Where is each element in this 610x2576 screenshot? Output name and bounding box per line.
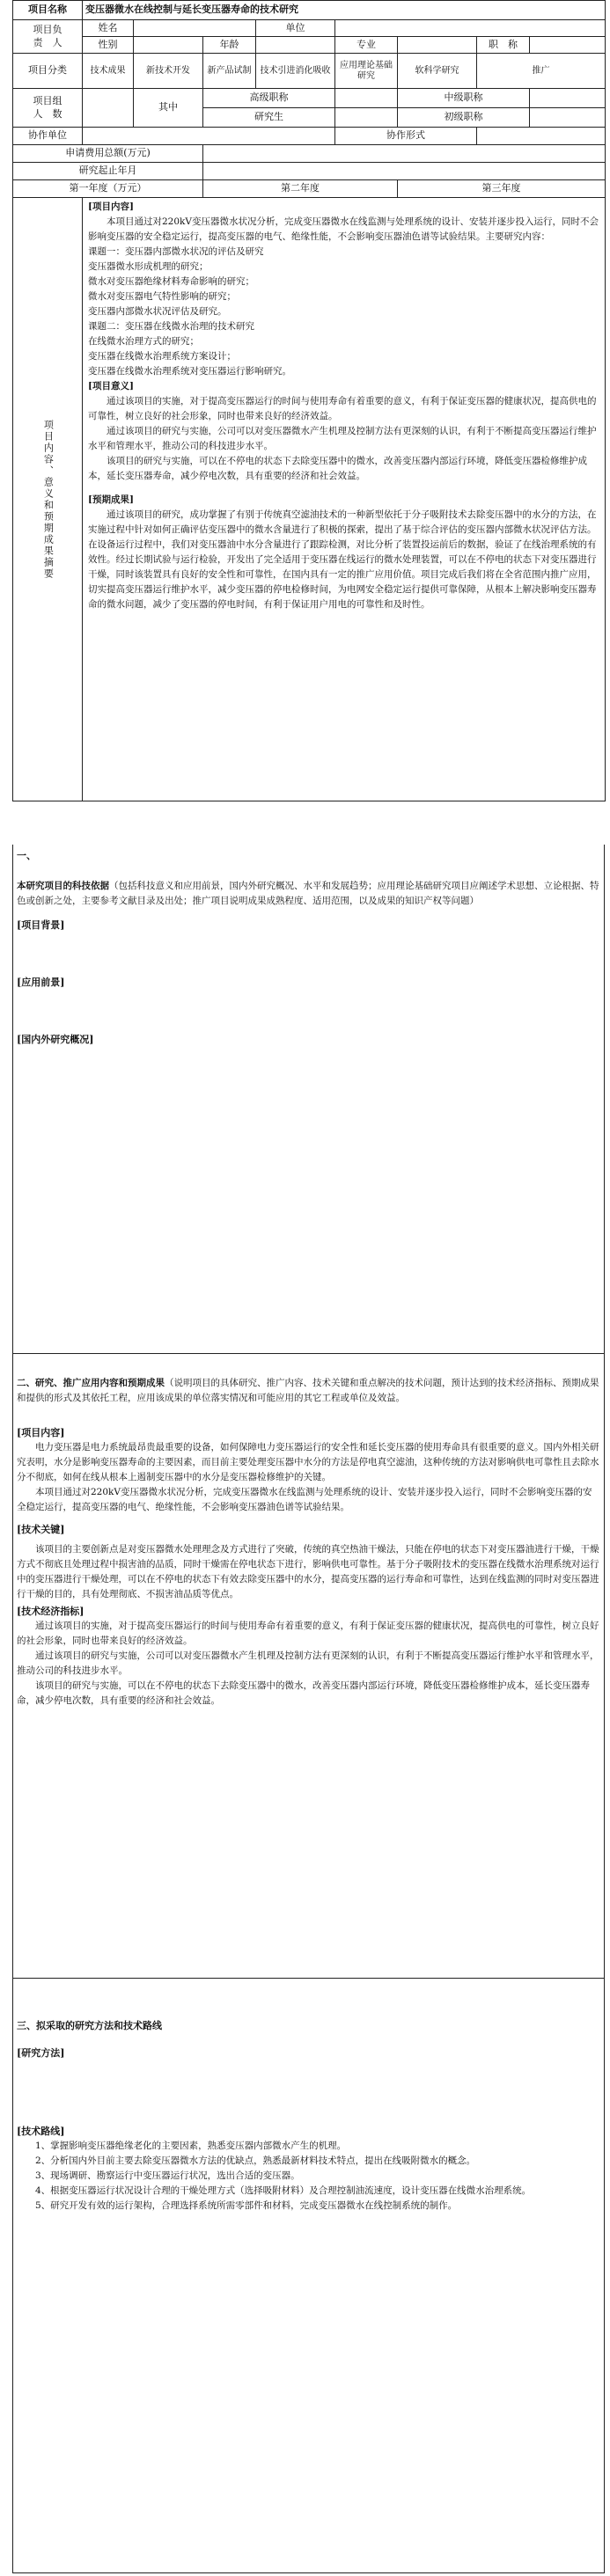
abstract-side-label <box>13 198 83 801</box>
section-3-route-1: 2、分析国内外目前主要去除变压器微水方法的优缺点，熟悉最新材料技术特点，提出在线吸附微水的概念。 <box>35 2155 476 2166</box>
abstract-content-9: 变压器在线微水治理系统对变压器运行影响研究。 <box>88 366 291 377</box>
major-label: 专业 <box>335 37 398 54</box>
abstract-result-0: 通过该项目的研究，成功掌握了有别于传统真空滤油技术的一种新型依托于分子吸附技术去除变压器中的水分的方法，在实施过程中针对如何正确评估变压器中的微水含量进行了积极的探索，提出了基于综合评估的变压器内部微水状况评估方法。在设备运行过程中，我们对变压器油中水分含量进行了跟踪检测，对比分析了装置投运前后的数据，验证了在线治理系统的有效性。经过长期试验与运行检验，开发出了完全适用于变压器在线运行的微水处理装置，可以在不停电的状态下对变压器进行干燥，同时该装置具有良好的安全性和可靠性，在国内具有一定的推广应用价值。项目完成后我们将在全省范围内推广应用，切实提高变压器运行维护水平，减少变压器的停电检修时间，为电网安全稳定运行提供可靠保障，从根本上解决影响变压器寿命的微水问题，减少了变压器的停电时间，有利于保证用户用电的可靠性和及时性。 <box>88 509 597 610</box>
category-0: 技术成果 <box>83 54 134 89</box>
page-bottom-rule <box>12 2572 605 2573</box>
researcher-label: 研究生 <box>203 108 335 128</box>
abstract-content-7: 在线微水治理方式的研究； <box>88 336 199 347</box>
section-1-status-head: [国内外研究概况] <box>17 1033 94 1045</box>
leader-label <box>13 20 83 54</box>
section-2-econ-head: [技术经济指标] <box>17 1605 85 1617</box>
section-3-route-2: 3、现场调研、勘察运行中变压器运行状况，选出合适的变压器。 <box>35 2170 300 2181</box>
researcher-value <box>335 108 398 128</box>
abstract-side-text: 项目内容、意义和预期成果摘要 <box>42 419 55 580</box>
funding-label: 申请费用总额(万元) <box>13 145 203 163</box>
period-value <box>203 163 606 180</box>
category-1: 新技术开发 <box>134 54 203 89</box>
category-6: 推广 <box>477 54 606 89</box>
section-3-title: 三、拟采取的研究方法和技术路线 <box>17 2020 162 2031</box>
gender-label: 性别 <box>83 37 134 54</box>
section-2-content-0: 电力变压器是电力系统最昂贵最重要的设备，如何保障电力变压器运行的安全性和延长变压器的使用寿命具有很重要的意义。国内外相关研究表明，水分是影响变压器寿命的主要因素，而目前主要处理变压器中水分的方法是停电真空滤油，这种传统的方法对影响供电可靠性且去除水分不彻底，如何在线从根本上遏制变压器中的水分是变压器检修维护的关键。 <box>17 1441 599 1482</box>
leader-label-line1: 项目负 <box>33 23 62 35</box>
abstract-spacer <box>88 484 599 493</box>
period-label: 研究起止年月 <box>13 163 203 180</box>
project-name: 变压器微水在线控制与延长变压器寿命的技术研究 <box>83 1 606 20</box>
abstract-cell <box>83 198 606 801</box>
section-3-route-4: 5、研究开发有效的运行架构，合理选择系统所需零部件和材料，完成变压器微水在线控制系统的制作。 <box>35 2199 458 2211</box>
section-3-method-head: [研究方法] <box>17 2046 65 2059</box>
project-name-label: 项目名称 <box>13 1 83 20</box>
junior-title-label: 初级职称 <box>398 108 530 128</box>
abstract-content-head: [项目内容] <box>88 201 134 212</box>
category-3: 技术引进消化吸收 <box>256 54 335 89</box>
form-table <box>12 0 606 801</box>
unit-value <box>335 20 606 37</box>
abstract-meaning-head: [项目意义] <box>88 381 134 392</box>
section-2-key-head: [技术关键] <box>17 1523 65 1535</box>
senior-title-value <box>335 89 398 108</box>
abstract-content-0: 本项目通过对220kV变压器微水状况分析，完成变压器微水在线监测与处理系统的设计、安装并逐步投入运行，同时不会影响变压器的安全稳定运行，提高变压器的电气、绝缘性能，不会影响变压器油色谱等试验结果。主要研究内容： <box>88 216 599 242</box>
section-2-econ-0: 通过该项目的实施，对于提高变压器运行的时间与使用寿命有着重要的意义，有利于保证变压器的健康状况，提高供电的可靠性，树立良好的社会形象，同时也带来良好的经济效益。 <box>17 1620 599 1646</box>
section-2-key-0: 该项目的主要创新点是对变压器微水处理理念及方式进行了突破，传统的真空热油干燥法，只能在停电的状态下对变压器油进行干燥，干燥方式不彻底且处理过程中损害油的品质，同时干燥需在停电状态下进行，影响供电可靠性。基于分子吸附技术的变压器在线微水治理系统对运行中的变压器进行干燥处理，可以在不停电的状态下有效去除变压器中的水分，提高变压器的运行寿命和可靠性，达到在线监测的同时对变压器进行干燥的目的，具有处理彻底、不损害油品质等优点。 <box>17 1543 599 1599</box>
category-4: 应用理论基础研究 <box>335 54 398 89</box>
section-1-title: 一、 <box>17 850 36 861</box>
section-1-heading-note: （包括科技意义和应用前景，国内外研究概况、水平和发展趋势；应用理论基础研究项目应阐述学术思想、立论根据、特色或创新之处，主要参考文献目录及出处；推广项目说明成果成熟程度、适用范围，以及成果的知识产权等问题） <box>17 880 599 906</box>
section-3-route-head: [技术路线] <box>17 2125 65 2137</box>
leader-label-line2: 责 人 <box>33 36 62 48</box>
abstract-content-2: 变压器微水形成机理的研究； <box>88 261 209 272</box>
abstract-content-3: 微水对变压器绝缘材料寿命影响的研究； <box>88 276 254 287</box>
name-label: 姓名 <box>83 20 134 37</box>
section-1-app-head: [应用前景] <box>17 976 65 988</box>
abstract-content-6: 课题二：变压器在线微水治理的技术研究 <box>88 321 254 332</box>
abstract-content-4: 微水对变压器电气特性影响的研究； <box>88 291 236 302</box>
section-3-route-3: 4、根据变压器运行状况设计合理的干燥处理方式（选择吸附材料）及合理控制油流速度，设计变压器在线微水治理系统。 <box>35 2184 532 2196</box>
coop-form-value <box>477 128 606 145</box>
coop-unit-value <box>83 128 335 145</box>
section-2 <box>12 1353 605 1978</box>
section-1-heading: 本研究项目的科技依据 <box>17 880 109 891</box>
year1-label: 第一年度（万元） <box>13 180 203 198</box>
age-label: 年龄 <box>203 37 256 54</box>
members-label-line2: 人 数 <box>33 107 62 120</box>
abstract-meaning-2: 该项目的研究与实施，可以在不停电的状态下去除变压器中的微水，改善变压器内部运行环境，降低变压器检修维护成本，延长变压器寿命，减少停电次数，具有重要的经济和社会效益。 <box>88 456 587 481</box>
category-label: 项目分类 <box>13 54 83 89</box>
funding-value <box>203 145 606 163</box>
section-1-bg-head: [项目背景] <box>17 918 65 931</box>
mid-title-label: 中级职称 <box>398 89 530 108</box>
section-2-econ-2: 该项目的研究与实施，可以在不停电的状态下去除变压器中的微水，改善变压器内部运行环境，降低变压器检修维护成本，延长变压器寿命，减少停电次数，具有重要的经济和社会效益。 <box>17 1680 590 1706</box>
coop-unit-label: 协作单位 <box>13 128 83 145</box>
section-2-content-head: [项目内容] <box>17 1427 65 1438</box>
abstract-meaning-1: 通过该项目的研究与实施，公司可以对变压器微水产生机理及控制方法有更深刻的认识，有利于不断提高变压器运行维护水平和管理水平，推动公司的科技进步水平。 <box>88 426 597 451</box>
section-2-note: （说明项目的具体研究、推广内容、技术关键和重点解决的技术问题，预计达到的技术经济指标、预期成果和提供的形式及其依托工程，应用该成果的单位落实情况和可能应用的其它工程或单位及效益。 <box>17 1378 599 1403</box>
section-2-content-1: 本项目通过对220kV变压器微水状况分析，完成变压器微水在线监测与处理系统的设计、安装并逐步投入运行，同时不会影响变压器的安全稳定运行，提高变压器的电气、绝缘性能，不会影响变压器油色谱等试验结果。 <box>17 1486 592 1512</box>
members-value <box>83 89 134 128</box>
gender-value <box>134 37 203 54</box>
section-2-title: 二、研究、推广应用内容和预期成果 <box>17 1378 165 1388</box>
senior-title-label: 高级职称 <box>203 89 335 108</box>
major-value <box>398 37 477 54</box>
title-label: 职 称 <box>477 37 530 54</box>
members-label-line1: 项目组 <box>33 94 62 106</box>
mid-title-value <box>530 89 606 108</box>
age-value <box>256 37 335 54</box>
category-5: 软科学研究 <box>398 54 477 89</box>
unit-label: 单位 <box>256 20 335 37</box>
abstract-result-head: [预期成果] <box>88 494 134 505</box>
section-3-route-0: 1、掌握影响变压器绝缘老化的主要因素，熟悉变压器内部微水产生的机理。 <box>35 2140 347 2151</box>
abstract-meaning-0: 通过该项目的实施，对于提高变压器运行的时间与使用寿命有着重要的意义，有利于保证变压器的健康状况，提高供电的可靠性，树立良好的社会形象，同时也带来良好的经济效益。 <box>88 396 597 421</box>
members-label <box>13 89 83 128</box>
title-value <box>530 37 606 54</box>
among-label: 其中 <box>134 89 203 128</box>
name-value <box>134 20 256 37</box>
coop-form-label: 协作形式 <box>335 128 477 145</box>
category-2: 新产品试制 <box>203 54 256 89</box>
abstract-content-5: 变压器内部微水状况评估及研究。 <box>88 306 227 317</box>
year3-label: 第三年度 <box>398 180 606 198</box>
application-form <box>12 0 605 801</box>
abstract-content-1: 课题一：变压器内部微水状况的评估及研究 <box>88 246 264 257</box>
year2-label: 第二年度 <box>203 180 398 198</box>
abstract-content-8: 变压器在线微水治理系统方案设计； <box>88 351 236 362</box>
section-3 <box>12 1978 605 2572</box>
section-2-econ-1: 通过该项目的研究与实施，公司可以对变压器微水产生机理及控制方法有更深刻的认识，有利于不断提高变压器运行维护水平和管理水平，推动公司的科技进步水平。 <box>17 1650 599 1676</box>
section-1 <box>12 845 605 1353</box>
junior-title-value <box>530 108 606 128</box>
